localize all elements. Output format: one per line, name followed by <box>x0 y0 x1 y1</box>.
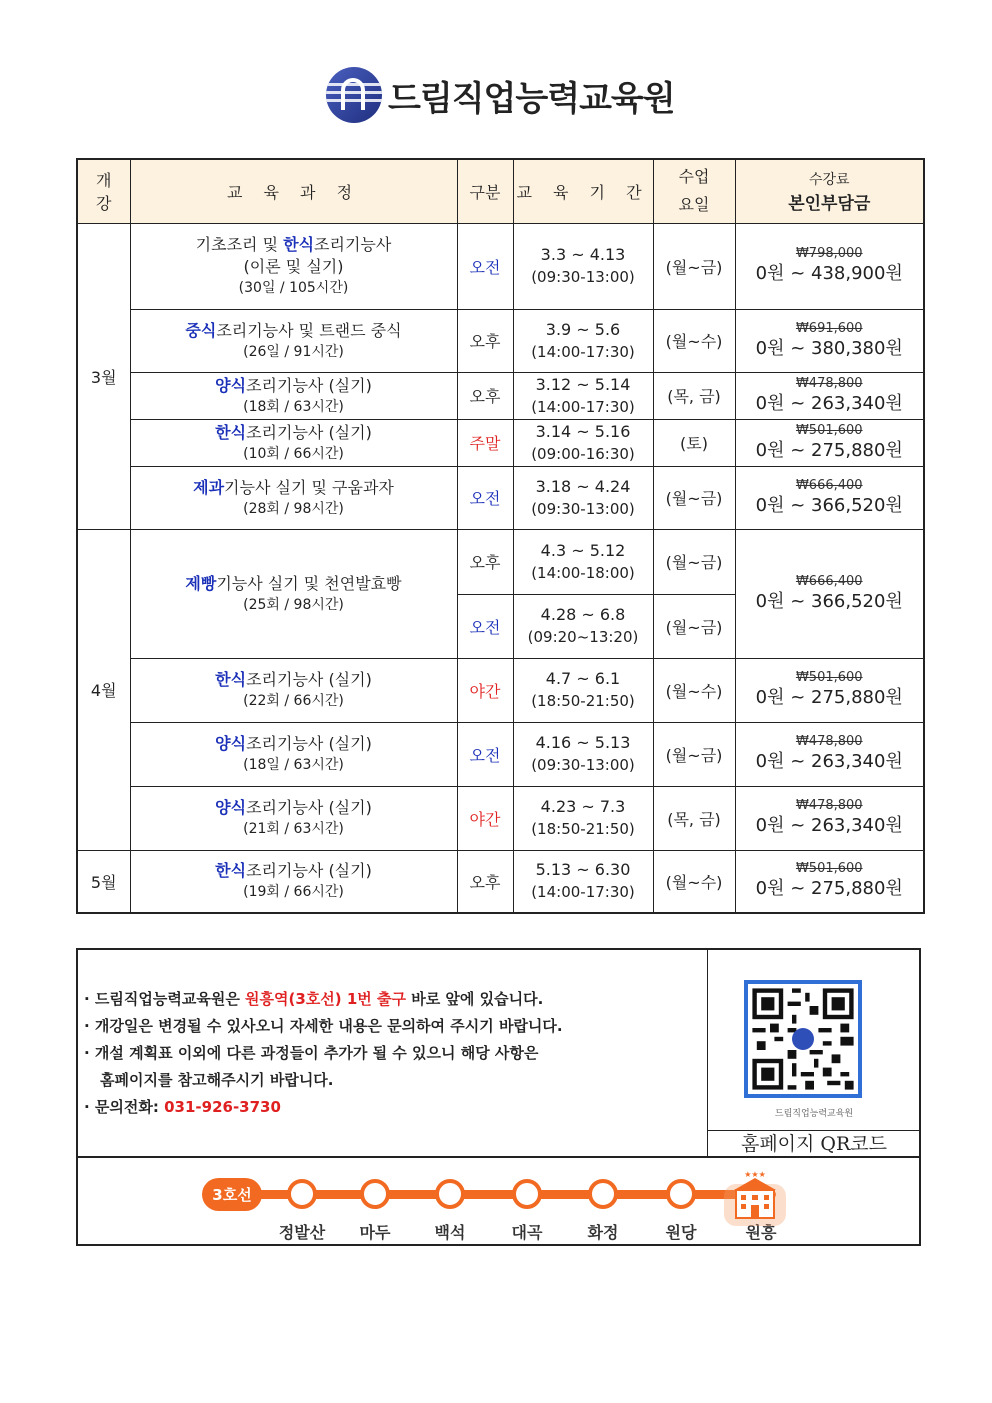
table-row <box>77 529 924 594</box>
station-label: 대곡 <box>511 1223 543 1242</box>
days-cell: (월~수) <box>653 309 735 372</box>
table-row <box>77 722 924 786</box>
days-cell: (월~수) <box>653 658 735 722</box>
type-cell: 주말 <box>457 419 513 466</box>
days-cell: (월~금) <box>653 594 735 658</box>
period-cell: 4.28 ~ 6.8 (09:20~13:20) <box>513 594 653 658</box>
note-schedule: · 개강일은 변경될 수 있사오니 자세한 내용은 문의하여 주시기 바랍니다. <box>84 1017 563 1035</box>
days-cell: (월~수) <box>653 850 735 913</box>
table-row <box>77 309 924 372</box>
days-cell: (토) <box>653 419 735 466</box>
header-course: 교 육 과 정 <box>130 159 457 223</box>
station-marker <box>514 1181 540 1207</box>
type-cell: 오전 <box>457 722 513 786</box>
header-days: 수업 요일 <box>653 159 735 223</box>
qr-label: 홈페이지 QR코드 <box>708 1130 920 1157</box>
course-cell: 한식조리기능사 (실기) (10회 / 66시간) <box>130 419 457 466</box>
header-month: 개 강 <box>77 159 130 223</box>
type-cell: 오전 <box>457 466 513 529</box>
fee-cell: ₩691,600 0원 ~ 380,380원 <box>735 309 924 372</box>
days-cell: (월~금) <box>653 466 735 529</box>
course-cell: 양식조리기능사 (실기) (18일 / 63시간) <box>130 722 457 786</box>
type-cell: 야간 <box>457 786 513 850</box>
course-cell: 양식조리기능사 (실기) (18회 / 63시간) <box>130 372 457 419</box>
period-cell: 5.13 ~ 6.30 (14:00-17:30) <box>513 850 653 913</box>
days-cell: (월~금) <box>653 223 735 309</box>
fee-cell: ₩478,800 0원 ~ 263,340원 <box>735 372 924 419</box>
course-cell: 한식조리기능사 (실기) (22회 / 66시간) <box>130 658 457 722</box>
table-row <box>77 223 924 309</box>
table-row <box>77 786 924 850</box>
period-cell: 4.16 ~ 5.13 (09:30-13:00) <box>513 722 653 786</box>
course-cell: 양식조리기능사 (실기) (21회 / 63시간) <box>130 786 457 850</box>
course-cell: 한식조리기능사 (실기) (19회 / 66시간) <box>130 850 457 913</box>
type-cell: 오후 <box>457 850 513 913</box>
station-marker <box>362 1181 388 1207</box>
station-label: 원당 <box>665 1223 697 1242</box>
note-location: · 드림직업능력교육원은 원흥역(3호선) 1번 출구 바로 앞에 있습니다. <box>84 990 544 1008</box>
course-cell: 제과기능사 실기 및 구움과자 (28회 / 98시간) <box>130 466 457 529</box>
days-cell: (목, 금) <box>653 786 735 850</box>
fee-cell: ₩501,600 0원 ~ 275,880원 <box>735 850 924 913</box>
header-row <box>77 159 924 223</box>
station-label: 정발산 <box>278 1223 326 1242</box>
course-cell: 제빵기능사 실기 및 천연발효빵 (25회 / 98시간) <box>130 529 457 658</box>
type-cell: 오후 <box>457 309 513 372</box>
period-cell: 4.7 ~ 6.1 (18:50-21:50) <box>513 658 653 722</box>
table-row <box>77 419 924 466</box>
header-fee: 수강료 본인부담금 <box>735 159 924 223</box>
period-cell: 3.9 ~ 5.6 (14:00-17:30) <box>513 309 653 372</box>
fee-cell: ₩798,000 0원 ~ 438,900원 <box>735 223 924 309</box>
course-cell: 기초조리 및 한식조리기능사 (이론 및 실기) (30일 / 105시간) <box>130 223 457 309</box>
note-phone: · 문의전화: 031-926-3730 <box>84 1098 281 1116</box>
station-icon-building <box>724 1170 786 1226</box>
period-cell: 4.3 ~ 5.12 (14:00-18:00) <box>513 529 653 594</box>
month-cell: 3월 <box>77 223 130 529</box>
type-cell: 오후 <box>457 529 513 594</box>
fee-cell: ₩501,600 0원 ~ 275,880원 <box>735 658 924 722</box>
table-row <box>77 372 924 419</box>
days-cell: (월~금) <box>653 529 735 594</box>
station-marker <box>289 1181 315 1207</box>
table-row <box>77 466 924 529</box>
station-label: 원흥 <box>745 1223 777 1242</box>
station-marker <box>437 1181 463 1207</box>
fee-cell: ₩501,600 0원 ~ 275,880원 <box>735 419 924 466</box>
type-cell: 오후 <box>457 372 513 419</box>
month-cell: 5월 <box>77 850 130 913</box>
days-cell: (월~금) <box>653 722 735 786</box>
subway-map <box>78 1158 919 1244</box>
period-cell: 3.14 ~ 5.16 (09:00-16:30) <box>513 419 653 466</box>
line-badge-label: 3호선 <box>212 1186 252 1204</box>
month-cell: 4월 <box>77 529 130 850</box>
fee-cell: ₩478,800 0원 ~ 263,340원 <box>735 722 924 786</box>
station-label: 마두 <box>359 1223 391 1242</box>
fee-cell: ₩666,400 0원 ~ 366,520원 <box>735 466 924 529</box>
org-name: 드림직업능력교육원 <box>388 78 675 119</box>
qr-code-icon[interactable] <box>744 980 862 1098</box>
station-marker <box>668 1181 694 1207</box>
logo <box>326 66 675 124</box>
period-cell: 3.18 ~ 4.24 (09:30-13:00) <box>513 466 653 529</box>
qr-box <box>707 950 920 1156</box>
table-row <box>77 658 924 722</box>
table-row <box>77 850 924 913</box>
course-cell: 중식조리기능사 및 트랜드 중식 (26일 / 91시간) <box>130 309 457 372</box>
period-cell: 3.12 ~ 5.14 (14:00-17:30) <box>513 372 653 419</box>
header-type: 구분 <box>457 159 513 223</box>
type-cell: 오전 <box>457 223 513 309</box>
notes <box>84 986 563 1121</box>
qr-caption: 드림직업능력교육원 <box>774 1109 854 1119</box>
fee-cell: ₩666,400 0원 ~ 366,520원 <box>735 529 924 658</box>
note-courses: · 개설 계획표 이외에 다른 과정들이 추가가 될 수 있으니 해당 사항은 <box>84 1044 539 1062</box>
station-marker <box>590 1181 616 1207</box>
station-label: 화정 <box>587 1223 619 1242</box>
station-label: 백석 <box>434 1223 466 1242</box>
period-cell: 3.3 ~ 4.13 (09:30-13:00) <box>513 223 653 309</box>
type-cell: 야간 <box>457 658 513 722</box>
type-cell: 오전 <box>457 594 513 658</box>
days-cell: (목, 금) <box>653 372 735 419</box>
subway-line <box>78 1158 919 1244</box>
header-period: 교 육 기 간 <box>513 159 653 223</box>
svg-text:★★★: ★★★ <box>744 1170 766 1179</box>
info-box <box>76 948 921 1246</box>
period-cell: 4.23 ~ 7.3 (18:50-21:50) <box>513 786 653 850</box>
fee-cell: ₩478,800 0원 ~ 263,340원 <box>735 786 924 850</box>
schedule-table <box>76 158 925 914</box>
note-homepage: 홈페이지를 참고해주시기 바랍니다. <box>100 1071 334 1089</box>
logo-mark-icon <box>326 67 382 123</box>
info-top <box>78 950 919 1158</box>
